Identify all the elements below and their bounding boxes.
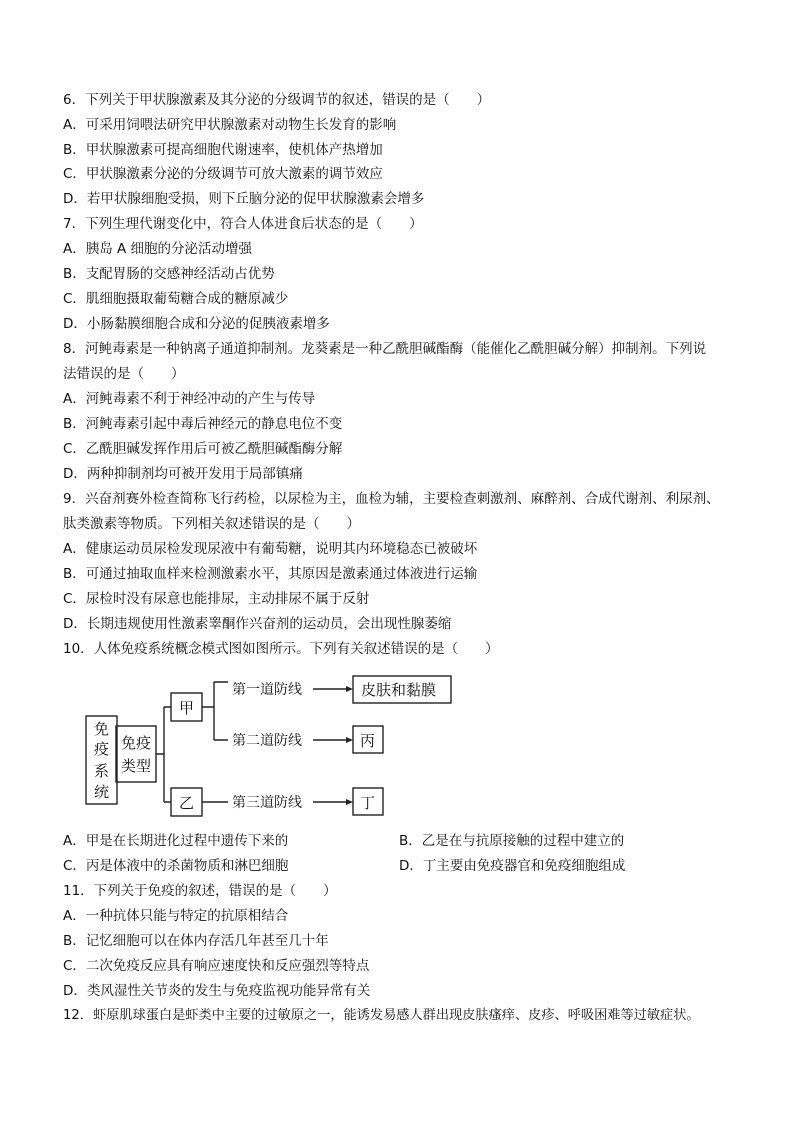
q9-option-a: A．健康运动员尿检发现尿液中有葡萄糖，说明其内环境稳态已被破坏 [63, 541, 478, 557]
first-line-label: 第一道防线 [232, 682, 302, 698]
type-branch-connector [156, 707, 171, 802]
second-line-label: 第二道防线 [232, 733, 302, 749]
jia-label: 甲 [179, 699, 195, 717]
q9-option-c: C．尿检时没有尿意也能排尿，主动排尿不属于反射 [63, 591, 370, 607]
bing-label: 丙 [360, 732, 376, 750]
jia-branch-connector [202, 682, 228, 740]
arrowhead-ding [346, 799, 353, 805]
q7-option-a: A．胰岛 A 细胞的分泌活动增强 [63, 241, 253, 257]
q11-option-a: A．一种抗体只能与特定的抗原相结合 [63, 908, 289, 924]
q12-stem: 12．虾原肌球蛋白是虾类中主要的过敏原之一，能诱发易感人群出现皮肤瘙痒、皮疹、呼吸困难等过敏症状。 [63, 1008, 700, 1023]
immune-system-diagram [80, 668, 460, 828]
q6-option-d: D．若甲状腺细胞受损，则下丘脑分泌的促甲状腺激素会增多 [63, 191, 425, 207]
q6-stem: 6．下列关于甲状腺激素及其分泌的分级调节的叙述，错误的是（ ） [63, 92, 491, 108]
arrowhead-skin [346, 686, 353, 692]
system-char-2: 疫 [94, 740, 110, 758]
q8-option-a: A．河鲀毒素不利于神经冲动的产生与传导 [63, 391, 316, 407]
q9-option-b: B．可通过抽取血样来检测激素水平，其原因是激素通过体液进行运输 [63, 566, 478, 582]
system-char-1: 免 [94, 720, 110, 738]
yi-label: 乙 [179, 794, 195, 812]
q6-option-a: A．可采用饲喂法研究甲状腺激素对动物生长发育的影响 [63, 117, 397, 133]
q8-option-d: D．两种抑制剂均可被开发用于局部镇痛 [63, 466, 303, 482]
immune-type-line2: 类型 [121, 757, 152, 775]
q11-stem: 11．下列关于免疫的叙述，错误的是（ ） [63, 883, 337, 899]
q11-option-c: C．二次免疫反应具有响应速度快和反应强烈等特点 [63, 958, 370, 974]
q11-option-d: D．类风湿性关节炎的发生与免疫监视功能异常有关 [63, 983, 371, 999]
system-char-3: 系 [94, 762, 110, 780]
q7-option-d: D．小肠黏膜细胞合成和分泌的促胰液素增多 [63, 316, 330, 332]
skin-label: 皮肤和黏膜 [361, 681, 437, 699]
q10-option-d: D．丁主要由免疫器官和免疫细胞组成 [399, 858, 626, 874]
q10-option-c: C．丙是体液中的杀菌物质和淋巴细胞 [63, 858, 289, 874]
system-char-4: 统 [94, 783, 110, 801]
q8-stem-line1: 8．河鲀毒素是一种钠离子通道抑制剂。龙葵素是一种乙酰胆碱酯酶（能催化乙酰胆碱分解）抑制剂。下列说 [63, 341, 707, 357]
q10-stem: 10．人体免疫系统概念模式图如图所示。下列有关叙述错误的是（ ） [63, 641, 499, 657]
q9-stem-line1: 9．兴奋剂赛外检查简称飞行药检，以尿检为主，血检为辅，主要检查刺激剂、麻醉剂、合成代谢剂、利尿剂、 [63, 491, 720, 507]
q9-option-d: D．长期违规使用性激素睾酮作兴奋剂的运动员，会出现性腺萎缩 [63, 616, 452, 632]
q11-option-b: B．记忆细胞可以在体内存活几年甚至几十年 [63, 933, 329, 949]
q7-stem: 7．下列生理代谢变化中，符合人体进食后状态的是（ ） [63, 216, 423, 232]
q7-option-b: B．支配胃肠的交感神经活动占优势 [63, 266, 275, 282]
arrowhead-bing [346, 737, 353, 743]
q8-option-c: C．乙酰胆碱发挥作用后可被乙酰胆碱酯酶分解 [63, 441, 343, 457]
q6-option-c: C．甲状腺激素分泌的分级调节可放大激素的调节效应 [63, 166, 383, 182]
q10-option-b: B．乙是在与抗原接触的过程中建立的 [399, 833, 625, 849]
q8-stem-line2: 法错误的是（ ） [63, 366, 185, 382]
q7-option-c: C．肌细胞摄取葡萄糖合成的糖原减少 [63, 291, 289, 307]
q6-option-b: B．甲状腺激素可提高细胞代谢速率，使机体产热增加 [63, 142, 383, 158]
ding-label: 丁 [360, 794, 376, 812]
q8-option-b: B．河鲀毒素引起中毒后神经元的静息电位不变 [63, 416, 343, 432]
q9-stem-line2: 肽类激素等物质。下列相关叙述错误的是（ ） [63, 516, 360, 532]
third-line-label: 第三道防线 [232, 795, 302, 811]
q10-option-a: A．甲是在长期进化过程中遗传下来的 [63, 833, 289, 849]
immune-type-line1: 免疫 [121, 734, 152, 752]
